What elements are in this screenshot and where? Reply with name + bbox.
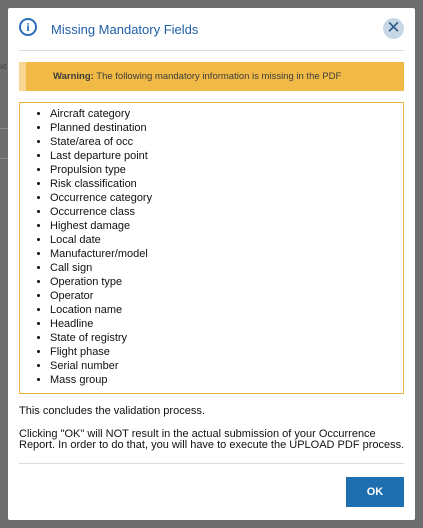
- dialog-title: Missing Mandatory Fields: [51, 22, 199, 37]
- missing-field-item: • Mass group: [50, 373, 403, 387]
- missing-field-item: • Aircraft category: [50, 107, 403, 121]
- submission-note: Clicking "OK" will NOT result in the actual submission of your Occurrence Report. In order to do that, you will have to execute the UPLOAD PDF process.: [19, 428, 405, 451]
- missing-field-item: • Local date: [50, 233, 403, 247]
- missing-field-item: • Location name: [50, 303, 403, 317]
- missing-field-item: • Highest damage: [50, 219, 403, 233]
- missing-field-item: • Occurrence category: [50, 191, 403, 205]
- missing-field-item: • State/area of occ: [50, 135, 403, 149]
- conclusion-text: This concludes the validation process.: [19, 405, 205, 417]
- backdrop-text-fragment: xt: [0, 62, 7, 71]
- missing-field-item: • Manufacturer/model: [50, 247, 403, 261]
- warning-banner: [19, 62, 404, 91]
- missing-field-item: • Flight phase: [50, 345, 403, 359]
- missing-field-item: • Propulsion type: [50, 163, 403, 177]
- footer-divider: [19, 463, 404, 464]
- missing-fields-list: [20, 103, 403, 387]
- missing-field-item: • Last departure point: [50, 149, 403, 163]
- missing-field-item: • Serial number: [50, 359, 403, 373]
- ok-button[interactable]: OK: [346, 477, 404, 507]
- dialog-header: [8, 8, 415, 50]
- missing-field-item: • Operation type: [50, 275, 403, 289]
- warning-label: Warning:: [53, 71, 94, 82]
- backdrop-divider: [0, 158, 8, 159]
- info-icon: i: [19, 18, 37, 36]
- missing-fields-box: [19, 102, 404, 394]
- missing-field-item: • Occurrence class: [50, 205, 403, 219]
- header-divider: [19, 50, 404, 51]
- close-icon[interactable]: ✕: [383, 18, 404, 39]
- backdrop-divider: [0, 128, 8, 129]
- missing-field-item: • Headline: [50, 317, 403, 331]
- missing-field-item: • State of registry: [50, 331, 403, 345]
- missing-field-item: • Planned destination: [50, 121, 403, 135]
- missing-field-item: • Risk classification: [50, 177, 403, 191]
- missing-field-item: • Call sign: [50, 261, 403, 275]
- missing-fields-dialog: [8, 8, 415, 520]
- missing-field-item: • Operator: [50, 289, 403, 303]
- warning-message: The following mandatory information is missing in the PDF: [93, 71, 342, 82]
